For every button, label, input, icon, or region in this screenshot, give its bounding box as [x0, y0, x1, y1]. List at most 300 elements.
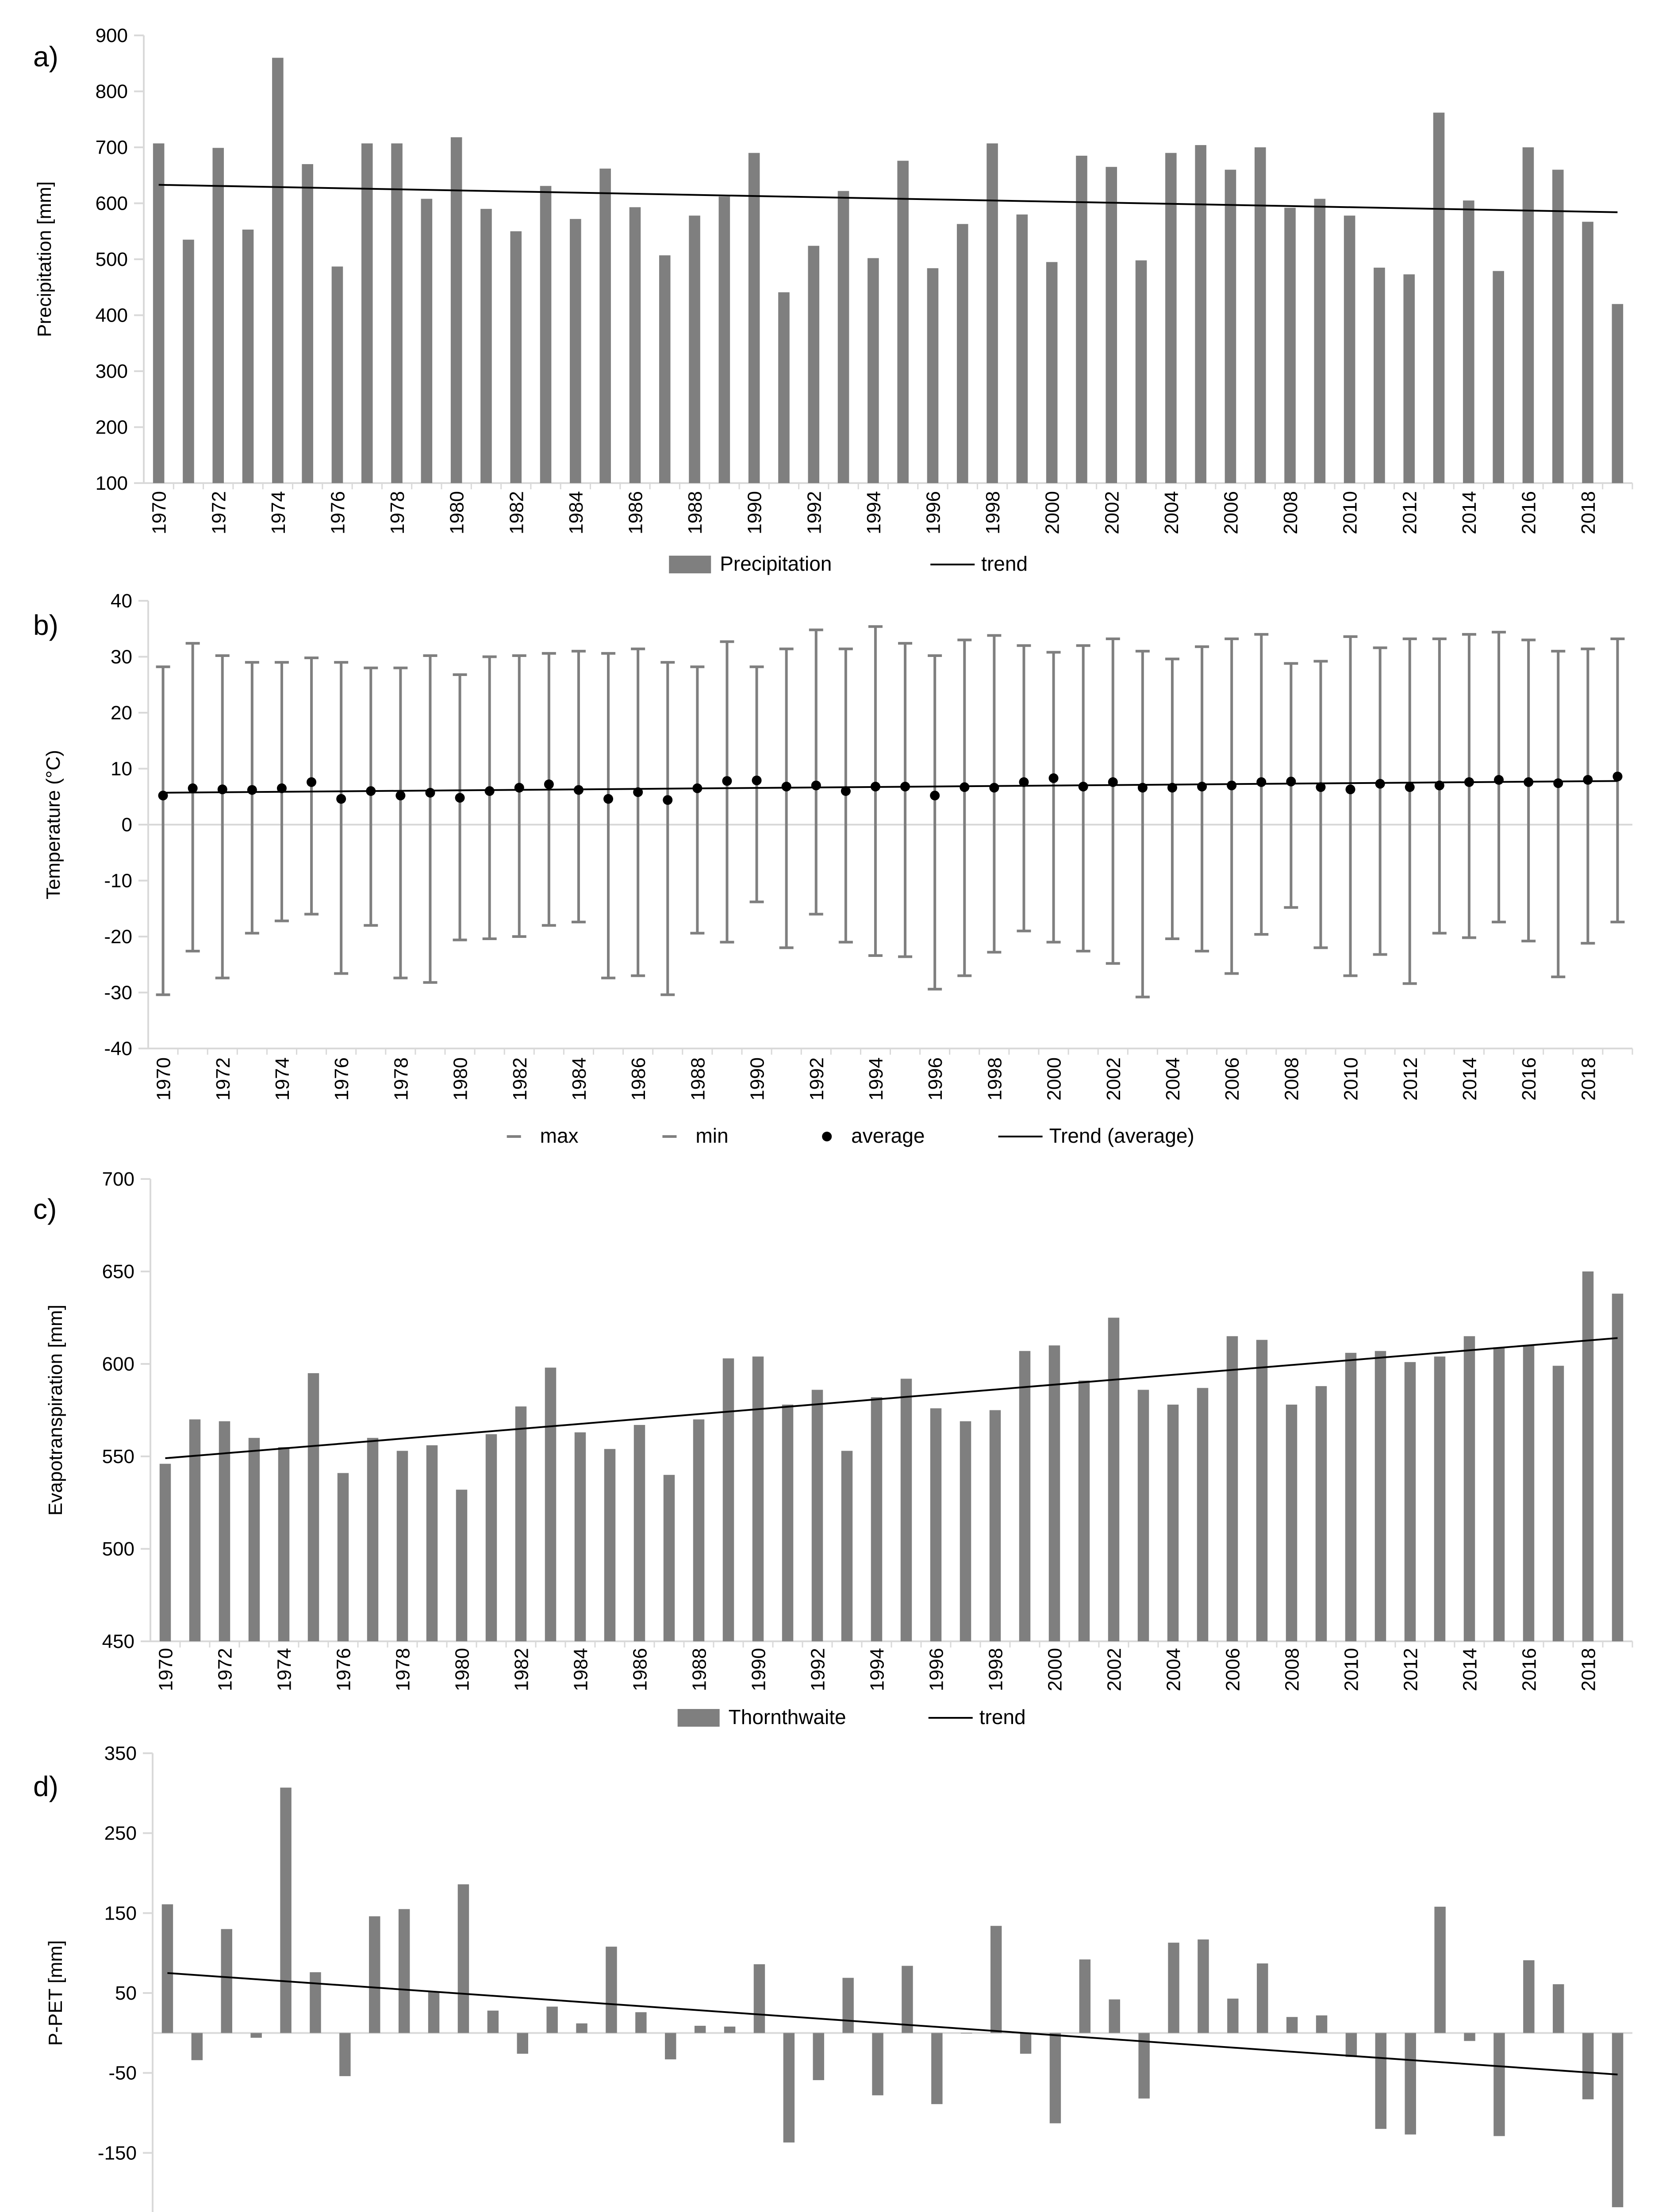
bar-1991	[783, 2033, 795, 2143]
average-point-1999	[1019, 777, 1029, 787]
bar-1973	[249, 1438, 260, 1641]
average-point-1971	[188, 783, 198, 793]
bar-1977	[361, 143, 373, 483]
bar-2008	[1286, 2017, 1298, 2033]
average-point-1996	[930, 791, 940, 800]
panel-label: c)	[33, 1193, 57, 1225]
average-point-1985	[603, 794, 613, 804]
average-point-2009	[1316, 782, 1325, 792]
x-tick-label: 2006	[1221, 1057, 1244, 1101]
x-tick-label: 2012	[1399, 491, 1421, 534]
x-tick-label: 1986	[625, 491, 647, 534]
y-axis-label: Evapotranspiration [mm]	[45, 1305, 66, 1516]
bar-2004	[1165, 153, 1177, 483]
bar-1996	[930, 1408, 941, 1641]
bar-1987	[665, 2033, 676, 2059]
x-tick-label: 2008	[1281, 1648, 1303, 1691]
average-point-1983	[544, 780, 554, 789]
bar-1978	[399, 1909, 410, 2033]
bar-1977	[367, 1438, 378, 1641]
average-point-2018	[1583, 775, 1593, 785]
average-point-1978	[395, 791, 405, 800]
bar-2004	[1168, 1943, 1179, 2033]
bar-1985	[604, 1449, 615, 1641]
bar-1998	[990, 1410, 1001, 1642]
bar-1993	[842, 1978, 853, 2033]
average-point-1972	[218, 784, 227, 794]
x-tick-label: 1978	[387, 491, 409, 534]
y-tick-label: -50	[108, 2062, 137, 2084]
bar-1983	[545, 1367, 556, 1641]
x-tick-label: 2002	[1101, 491, 1123, 534]
x-tick-label: 2014	[1459, 1057, 1481, 1101]
y-tick-label: 500	[95, 249, 128, 270]
y-tick-label: 20	[111, 702, 132, 724]
average-point-1976	[336, 794, 346, 804]
x-tick-label: 1984	[568, 1057, 590, 1101]
bar-2019	[1612, 304, 1624, 483]
x-tick-label: 1990	[744, 491, 766, 534]
y-tick-label: -20	[104, 926, 132, 948]
x-tick-label: 2004	[1162, 1057, 1184, 1101]
x-tick-label: 2016	[1518, 491, 1540, 534]
bar-1999	[1019, 1351, 1030, 1641]
bar-2006	[1225, 170, 1236, 483]
x-tick-label: 1990	[748, 1648, 770, 1691]
bar-2011	[1374, 268, 1385, 483]
x-tick-label: 1998	[985, 1648, 1007, 1691]
y-tick-label: 50	[115, 1982, 137, 2004]
average-point-1980	[455, 793, 465, 803]
bar-1973	[250, 2033, 261, 2038]
bar-1996	[931, 2033, 942, 2104]
x-tick-label: 2016	[1518, 1057, 1540, 1101]
bar-2018	[1582, 2033, 1593, 2099]
y-axis-label: P-PET [mm]	[45, 1940, 66, 2046]
y-tick-label: 250	[104, 1822, 137, 1844]
bar-1986	[635, 2012, 646, 2033]
bar-1982	[510, 231, 522, 483]
y-tick-label: 0	[121, 814, 132, 836]
y-tick-label: 550	[102, 1446, 134, 1467]
bar-1996	[927, 268, 939, 483]
bar-2007	[1255, 147, 1266, 483]
bar-2013	[1434, 1907, 1445, 2033]
bar-2006	[1227, 1336, 1238, 1641]
x-tick-label: 1992	[803, 491, 825, 534]
y-axis-label: Precipitation [mm]	[34, 181, 55, 338]
bar-1993	[838, 191, 849, 483]
bar-2002	[1109, 1999, 1120, 2033]
x-tick-label: 1970	[153, 1057, 175, 1101]
x-tick-label: 1988	[684, 491, 706, 534]
average-point-2004	[1167, 783, 1177, 793]
x-tick-label: 1972	[208, 491, 230, 534]
x-tick-label: 1994	[865, 1057, 887, 1101]
y-tick-label: 100	[95, 472, 128, 494]
bar-2009	[1314, 199, 1326, 483]
bar-2006	[1227, 1999, 1238, 2033]
x-tick-label: 1982	[511, 1648, 533, 1691]
average-point-2019	[1612, 772, 1622, 781]
legend-label: average	[851, 1124, 925, 1147]
average-point-1987	[663, 795, 672, 805]
average-point-2003	[1138, 783, 1148, 793]
bar-2016	[1523, 147, 1534, 483]
average-point-1973	[247, 785, 257, 795]
y-tick-label: 700	[102, 1168, 134, 1190]
bar-2009	[1316, 1386, 1327, 1641]
x-tick-label: 1992	[806, 1057, 828, 1101]
bar-2001	[1079, 1959, 1090, 2033]
average-point-2001	[1079, 782, 1088, 791]
legend-label: Thornthwaite	[728, 1705, 846, 1728]
bar-2018	[1582, 222, 1593, 483]
average-point-2011	[1375, 779, 1385, 789]
x-tick-label: 2016	[1518, 1648, 1540, 1691]
x-tick-label: 2002	[1102, 1057, 1125, 1101]
average-point-1989	[722, 776, 732, 786]
average-point-2002	[1108, 777, 1118, 787]
x-tick-label: 2014	[1459, 1648, 1481, 1691]
average-point-2005	[1197, 782, 1207, 791]
x-tick-label: 2006	[1220, 491, 1242, 534]
bar-2015	[1493, 2033, 1505, 2136]
panel-label: b)	[33, 609, 58, 641]
x-tick-label: 1980	[449, 1057, 472, 1101]
average-point-1975	[307, 777, 316, 787]
bar-1981	[480, 209, 492, 483]
y-tick-label: 30	[111, 646, 132, 668]
bar-1995	[902, 1966, 913, 2033]
x-tick-label: 1978	[390, 1057, 412, 1101]
legend-label: max	[540, 1124, 579, 1147]
bar-2000	[1049, 1345, 1060, 1641]
bar-2005	[1195, 145, 1206, 483]
x-tick-label: 1984	[565, 491, 587, 534]
bar-1990	[754, 1964, 765, 2033]
average-point-2010	[1346, 784, 1355, 794]
x-tick-label: 1996	[925, 1057, 947, 1101]
x-tick-label: 2010	[1340, 1057, 1362, 1101]
bar-2002	[1106, 167, 1117, 483]
y-tick-label: 500	[102, 1538, 134, 1560]
y-tick-label: 350	[104, 1743, 137, 1764]
bar-2000	[1046, 262, 1058, 483]
average-point-1990	[752, 776, 762, 785]
bar-1992	[813, 2033, 824, 2080]
legend-swatch-point	[822, 1132, 832, 1141]
average-point-2015	[1494, 775, 1504, 785]
bar-2011	[1375, 2033, 1386, 2129]
x-tick-label: 1980	[451, 1648, 473, 1691]
legend-label: trend	[979, 1705, 1026, 1728]
x-tick-label: 1982	[509, 1057, 531, 1101]
bar-1971	[189, 1419, 200, 1641]
y-tick-label: 600	[102, 1353, 134, 1375]
x-tick-label: 2000	[1044, 1648, 1066, 1691]
y-tick-label: 10	[111, 758, 132, 780]
x-tick-label: 1996	[922, 491, 944, 534]
bar-1978	[397, 1451, 408, 1641]
y-tick-label: -30	[104, 982, 132, 1004]
average-point-1979	[425, 788, 435, 798]
bar-1972	[212, 148, 224, 483]
bar-1992	[808, 246, 819, 483]
bar-1994	[872, 2033, 883, 2095]
average-point-2014	[1464, 777, 1474, 787]
x-tick-label: 1990	[746, 1057, 768, 1101]
x-tick-label: 2018	[1578, 1648, 1600, 1691]
bar-2013	[1433, 113, 1445, 483]
x-tick-label: 1998	[982, 491, 1004, 534]
y-tick-label: -10	[104, 870, 132, 892]
average-point-2013	[1435, 780, 1444, 790]
x-tick-label: 1980	[446, 491, 468, 534]
bar-2005	[1198, 1939, 1209, 2033]
average-point-1988	[692, 783, 702, 793]
bar-1988	[693, 1419, 704, 1641]
x-tick-label: 2012	[1400, 1648, 1422, 1691]
x-tick-label: 1984	[570, 1648, 592, 1691]
x-tick-label: 1970	[155, 1648, 177, 1691]
x-tick-label: 1996	[925, 1648, 948, 1691]
x-tick-label: 2006	[1222, 1648, 1244, 1691]
average-point-1997	[960, 782, 969, 792]
bar-1995	[897, 161, 909, 483]
x-tick-label: 2018	[1578, 491, 1600, 534]
bar-1974	[278, 1447, 289, 1641]
x-tick-label: 2012	[1399, 1057, 1421, 1101]
x-tick-label: 1972	[214, 1648, 236, 1691]
average-point-1998	[989, 783, 999, 793]
y-tick-label: 650	[102, 1261, 134, 1283]
bar-1975	[310, 1972, 321, 2033]
bar-1988	[695, 2026, 706, 2033]
bar-1987	[664, 1475, 675, 1641]
bar-2017	[1552, 170, 1564, 483]
bar-2009	[1316, 2016, 1327, 2033]
average-point-2000	[1049, 773, 1059, 783]
average-point-2017	[1553, 778, 1563, 788]
x-tick-label: 1992	[807, 1648, 829, 1691]
bar-2017	[1553, 1984, 1564, 2033]
bar-2004	[1167, 1405, 1179, 1641]
bar-1980	[456, 1490, 467, 1641]
x-tick-label: 1974	[273, 1648, 296, 1691]
bar-1999	[1017, 215, 1028, 483]
y-tick-label: 150	[104, 1902, 137, 1924]
x-tick-label: 1974	[267, 491, 289, 534]
x-tick-label: 1976	[331, 1057, 353, 1101]
average-point-1995	[900, 782, 910, 791]
bar-2001	[1076, 156, 1087, 483]
y-tick-label: 40	[111, 590, 132, 612]
bar-2002	[1108, 1318, 1119, 1642]
bar-2003	[1138, 2033, 1149, 2098]
panel-label: a)	[33, 41, 58, 73]
bar-1992	[812, 1390, 823, 1641]
bar-1998	[990, 1926, 1002, 2033]
x-tick-label: 1978	[392, 1648, 414, 1691]
average-point-1984	[574, 785, 584, 795]
bar-1989	[724, 2027, 735, 2033]
x-tick-label: 1988	[687, 1057, 709, 1101]
average-point-1982	[514, 783, 524, 793]
bar-2011	[1375, 1351, 1386, 1641]
bar-1980	[458, 1884, 469, 2033]
bar-1991	[782, 1405, 793, 1641]
bar-2003	[1136, 261, 1147, 483]
bar-1978	[391, 143, 403, 483]
x-tick-label: 2014	[1458, 491, 1480, 534]
bar-1977	[369, 1916, 380, 2033]
average-point-1981	[485, 786, 495, 796]
bar-2016	[1523, 1345, 1534, 1641]
bar-1972	[221, 1929, 232, 2033]
average-point-1991	[782, 782, 791, 791]
bar-1997	[957, 224, 968, 483]
bar-1975	[302, 164, 313, 483]
y-tick-label: -40	[104, 1038, 132, 1060]
average-point-2016	[1524, 777, 1533, 787]
bar-2017	[1553, 1366, 1564, 1641]
x-tick-label: 2004	[1160, 491, 1182, 534]
y-axis-label: Temperature (°C)	[42, 750, 64, 899]
x-tick-label: 1972	[212, 1057, 234, 1101]
x-tick-label: 1986	[629, 1648, 651, 1691]
x-tick-label: 1986	[628, 1057, 650, 1101]
y-tick-label: 300	[95, 361, 128, 382]
x-tick-label: 1994	[863, 491, 885, 534]
bar-1994	[868, 258, 879, 483]
x-tick-label: 2010	[1339, 491, 1361, 534]
average-point-2007	[1256, 777, 1266, 787]
bar-1986	[630, 207, 641, 483]
bar-2010	[1344, 215, 1355, 483]
bar-2014	[1464, 1336, 1475, 1641]
bar-1982	[517, 2033, 528, 2054]
x-tick-label: 1982	[506, 491, 528, 534]
bar-1999	[1020, 2033, 1031, 2054]
bar-1987	[659, 255, 671, 483]
x-tick-label: 2002	[1103, 1648, 1125, 1691]
bar-2014	[1464, 2033, 1475, 2041]
x-tick-label: 2004	[1163, 1648, 1185, 1691]
legend-swatch-bar	[669, 556, 711, 573]
bar-1973	[242, 230, 254, 483]
bar-2008	[1286, 1405, 1297, 1641]
average-point-1993	[841, 786, 851, 796]
bar-1974	[280, 1788, 291, 2033]
bar-1979	[426, 1445, 438, 1641]
bar-2015	[1493, 271, 1504, 483]
legend-label: Precipitation	[720, 552, 832, 575]
bar-1979	[428, 1991, 439, 2033]
bar-1984	[576, 2024, 587, 2033]
bar-1993	[841, 1451, 852, 1641]
bar-2012	[1405, 2033, 1416, 2134]
x-tick-label: 1974	[271, 1057, 293, 1101]
y-tick-label: 400	[95, 304, 128, 326]
average-point-1974	[277, 783, 287, 793]
bar-1984	[570, 219, 581, 483]
x-tick-label: 2018	[1578, 1057, 1600, 1101]
y-tick-label: 200	[95, 416, 128, 438]
x-tick-label: 1998	[984, 1057, 1006, 1101]
legend-label: trend	[981, 552, 1028, 575]
x-tick-label: 2010	[1340, 1648, 1363, 1691]
panel-label: d)	[33, 1770, 58, 1802]
bar-1998	[987, 143, 998, 483]
bar-2010	[1345, 1353, 1356, 1641]
bar-1970	[153, 143, 165, 483]
bar-1983	[546, 2007, 557, 2033]
x-tick-label: 2000	[1043, 1057, 1065, 1101]
average-point-1994	[871, 782, 880, 791]
y-tick-label: 800	[95, 81, 128, 103]
bar-1986	[634, 1425, 645, 1641]
y-tick-label: 700	[95, 137, 128, 158]
legend-label: Trend (average)	[1049, 1124, 1194, 1147]
y-tick-label: 600	[95, 192, 128, 215]
bar-2008	[1284, 208, 1296, 483]
average-point-1992	[811, 780, 821, 790]
bar-1981	[486, 1434, 497, 1641]
x-tick-label: 2008	[1280, 491, 1302, 534]
bar-2016	[1523, 1960, 1534, 2033]
legend-swatch-bar	[678, 1709, 720, 1727]
bar-2000	[1050, 2033, 1061, 2123]
bar-1984	[575, 1432, 586, 1641]
bar-1971	[192, 2033, 203, 2060]
bar-2018	[1582, 1271, 1593, 1641]
bar-1989	[719, 196, 730, 483]
bar-2007	[1256, 1340, 1267, 1641]
bar-1979	[421, 199, 433, 483]
bar-1994	[871, 1397, 882, 1641]
y-tick-label: -150	[97, 2142, 137, 2164]
x-tick-label: 1970	[148, 491, 170, 534]
bar-1976	[332, 266, 343, 483]
x-tick-label: 1994	[866, 1648, 888, 1691]
bar-1971	[183, 240, 194, 483]
bar-2014	[1463, 200, 1474, 483]
x-tick-label: 1976	[333, 1648, 355, 1691]
bar-2013	[1434, 1356, 1445, 1641]
average-point-2006	[1227, 780, 1236, 790]
y-tick-label: 450	[102, 1631, 134, 1652]
bar-1985	[599, 169, 611, 483]
bar-2003	[1138, 1390, 1149, 1641]
y-tick-label: 900	[95, 25, 128, 46]
average-point-1977	[366, 786, 376, 796]
x-tick-label: 1988	[688, 1648, 710, 1691]
x-tick-label: 2008	[1281, 1057, 1303, 1101]
bar-1980	[451, 137, 462, 483]
x-tick-label: 2000	[1041, 491, 1063, 534]
average-point-1986	[633, 787, 643, 797]
bar-1991	[778, 292, 790, 483]
bar-1997	[960, 1421, 971, 1641]
average-point-2008	[1286, 777, 1296, 787]
bar-2019	[1612, 1294, 1623, 1641]
average-point-1970	[158, 791, 168, 800]
bar-1985	[606, 1947, 617, 2033]
bar-2010	[1346, 2033, 1357, 2057]
bar-2019	[1612, 2033, 1623, 2207]
bar-1981	[488, 2011, 499, 2033]
